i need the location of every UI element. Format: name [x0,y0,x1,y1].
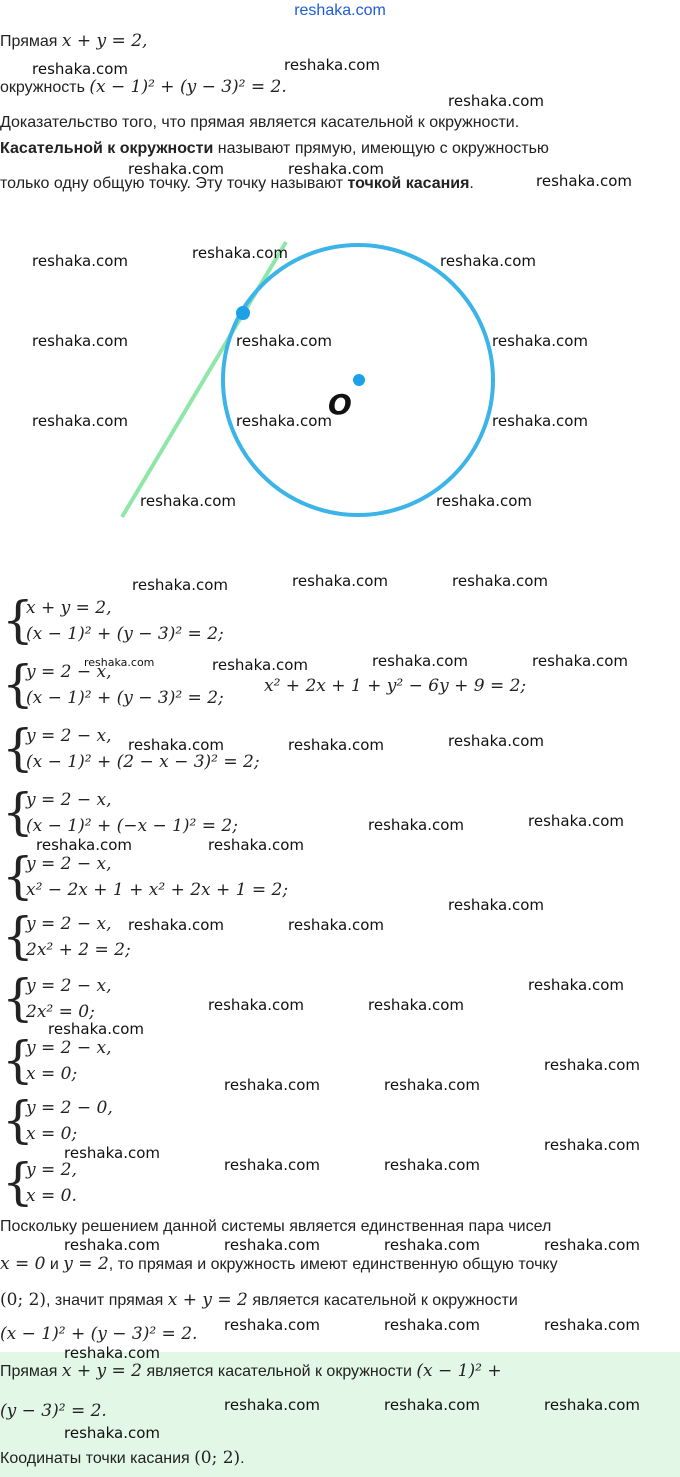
watermark: reshaka.com [528,976,624,994]
system-eq: y = 2 − x, [26,976,112,996]
system-eq: x = 0; [26,1124,78,1144]
center-point [353,374,365,386]
watermark: reshaka.com [532,652,628,670]
watermark: reshaka.com [544,1236,640,1254]
watermark: reshaka.com [64,1424,160,1442]
system-eq: (x − 1)² + (y − 3)² = 2; [26,624,224,644]
system-eq: y = 2 − x, [26,662,112,682]
system-eq: y = 2 − 0, [26,1098,113,1118]
watermark: reshaka.com [288,160,384,178]
watermark: reshaka.com [492,412,588,430]
watermark: reshaka.com [224,1396,320,1414]
watermark: reshaka.com [384,1076,480,1094]
system-eq: 2x² = 0; [26,1002,95,1022]
system-eq: 2x² + 2 = 2; [26,940,131,960]
system-brace: { [2,1091,34,1149]
system-eq: y = 2, [26,1160,77,1180]
watermark: reshaka.com [372,652,468,670]
tangency-point [236,306,250,320]
answer-line-2: (y − 3)² = 2. [0,1401,107,1421]
watermark: reshaka.com [436,492,532,510]
watermark: reshaka.com [36,836,132,854]
given-circle: окружность (x − 1)² + (y − 3)² = 2. [0,77,287,97]
watermark: reshaka.com [448,896,544,914]
watermark: reshaka.com [208,996,304,1014]
watermark: reshaka.com [224,1156,320,1174]
watermark: reshaka.com [48,1020,144,1038]
watermark: reshaka.com [128,160,224,178]
watermark: reshaka.com [448,92,544,110]
center-label: O [328,388,352,421]
watermark: reshaka.com [84,656,155,669]
watermark: reshaka.com [236,412,332,430]
system-eq: y = 2 − x, [26,1038,112,1058]
conclusion-line-3: (0; 2), значит прямая x + y = 2 является касательной к окружности [0,1290,518,1310]
watermark: reshaka.com [368,996,464,1014]
watermark: reshaka.com [544,1136,640,1154]
system-eq: y = 2 − x, [26,914,112,934]
conclusion-line-2: x = 0 и y = 2, то прямая и окружность имеют единственную общую точку [0,1254,558,1274]
answer-line-1: Прямая x + y = 2 является касательной к окружности (x − 1)² + [0,1361,502,1381]
watermark: reshaka.com [32,332,128,350]
watermark: reshaka.com [132,576,228,594]
definition-line-1: Касательной к окружности называют прямую, имеющую с окружностью [0,140,549,157]
system-brace: { [2,655,34,713]
watermark: reshaka.com [536,172,632,190]
watermark: reshaka.com [384,1156,480,1174]
watermark: reshaka.com [544,1396,640,1414]
watermark: reshaka.com [292,572,388,590]
watermark: reshaka.com [544,1056,640,1074]
watermark: reshaka.com [128,916,224,934]
system-brace: { [2,1153,34,1211]
watermark: reshaka.com [384,1316,480,1334]
watermark: reshaka.com [32,60,128,78]
watermark: reshaka.com [64,1344,160,1362]
system-brace: { [2,1031,34,1089]
watermark: reshaka.com [384,1236,480,1254]
watermark: reshaka.com [32,252,128,270]
proof-title: Доказательство того, что прямая является касательной к окружности. [0,114,520,131]
site-header[interactable]: reshaka.com [294,2,386,19]
answer-line-3: Коодинаты точки касания (0; 2). [0,1448,245,1468]
system-brace: { [2,719,34,777]
system-brace: { [2,783,34,841]
watermark: reshaka.com [32,412,128,430]
watermark: reshaka.com [212,656,308,674]
system-eq: y = 2 − x, [26,790,112,810]
system-eq: x + y = 2, [26,598,112,618]
system-eq: (x − 1)² + (y − 3)² = 2; [26,688,224,708]
watermark: reshaka.com [208,836,304,854]
system-brace: { [2,847,34,905]
watermark: reshaka.com [288,736,384,754]
watermark: reshaka.com [452,572,548,590]
system-eq: y = 2 − x, [26,854,112,874]
definition-line-2: только одну общую точку. Эту точку называют точкой касания. [0,175,474,192]
watermark: reshaka.com [236,332,332,350]
watermark: reshaka.com [224,1076,320,1094]
conclusion-line-4: (x − 1)² + (y − 3)² = 2. [0,1324,198,1344]
watermark: reshaka.com [288,916,384,934]
watermark: reshaka.com [544,1316,640,1334]
watermark: reshaka.com [368,816,464,834]
given-line: Прямая x + y = 2, [0,31,148,51]
watermark: reshaka.com [440,252,536,270]
watermark: reshaka.com [224,1236,320,1254]
watermark: reshaka.com [64,1144,160,1162]
watermark: reshaka.com [224,1316,320,1334]
conclusion-line-1: Поскольку решением данной системы является единственная пара чисел [0,1218,552,1235]
system-eq: x² − 2x + 1 + x² + 2x + 1 = 2; [26,880,289,900]
watermark: reshaka.com [492,332,588,350]
watermark: reshaka.com [528,812,624,830]
watermark: reshaka.com [192,244,288,262]
side-equation: x² + 2x + 1 + y² − 6y + 9 = 2; [264,676,527,696]
system-eq: (x − 1)² + (−x − 1)² = 2; [26,816,238,836]
system-eq: x = 0; [26,1064,78,1084]
watermark: reshaka.com [448,732,544,750]
system-brace: { [2,591,34,649]
watermark: reshaka.com [140,492,236,510]
system-eq: y = 2 − x, [26,726,112,746]
system-eq: x = 0. [26,1186,77,1206]
watermark: reshaka.com [64,1236,160,1254]
system-eq: (x − 1)² + (2 − x − 3)² = 2; [26,752,260,772]
watermark: reshaka.com [284,56,380,74]
watermark: reshaka.com [128,736,224,754]
watermark: reshaka.com [384,1396,480,1414]
system-brace: { [2,969,34,1027]
system-brace: { [2,907,34,965]
